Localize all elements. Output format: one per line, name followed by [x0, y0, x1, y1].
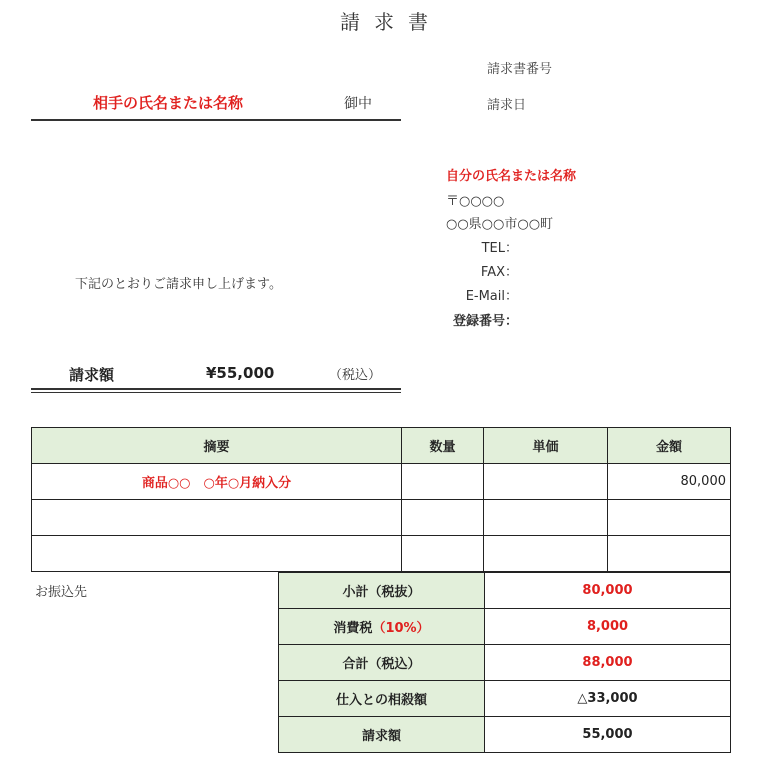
header-description: 摘要	[32, 428, 402, 464]
table-row	[32, 536, 731, 572]
item-quantity[interactable]	[402, 536, 484, 572]
item-quantity[interactable]	[402, 500, 484, 536]
summary-row-subtotal	[279, 573, 731, 609]
summary-row-total	[279, 645, 731, 681]
sender-email-label: E-Mail：	[465, 289, 518, 304]
sender-postal-code: 〒○○○○	[446, 194, 505, 209]
header-unit-price: 単価	[484, 428, 608, 464]
table-row	[32, 464, 731, 500]
summary-row-billed	[279, 717, 731, 753]
invoice-date-label: 請求日	[487, 98, 527, 113]
subtotal-value: 80,000	[485, 573, 731, 609]
item-amount[interactable]	[608, 500, 731, 536]
offset-value: △33,000	[485, 681, 731, 717]
sender-fax-label: FAX：	[480, 265, 518, 280]
item-description[interactable]: 商品○○ ○年○月納入分	[32, 464, 402, 500]
sender-name: 自分の氏名または名称	[446, 169, 577, 184]
summary-row-tax	[279, 609, 731, 645]
total-value: 88,000	[485, 645, 731, 681]
billed-amount-value: ¥55,000	[206, 364, 275, 382]
item-description[interactable]	[32, 536, 402, 572]
summary-billed-label: 請求額	[279, 717, 485, 753]
header-amount: 金額	[608, 428, 731, 464]
summary-table	[278, 572, 731, 753]
invoice-number-label: 請求書番号	[487, 62, 553, 77]
offset-label: 仕入との相殺額	[279, 681, 485, 717]
item-amount[interactable]: 80,000	[608, 464, 731, 500]
sender-address: ○○県○○市○○町	[446, 217, 554, 232]
item-description[interactable]	[32, 500, 402, 536]
summary-row-offset	[279, 681, 731, 717]
item-unit-price[interactable]	[484, 536, 608, 572]
tax-label-text: 消費税	[333, 621, 373, 636]
item-amount[interactable]	[608, 536, 731, 572]
request-message: 下記のとおりご請求申し上げます。	[75, 277, 282, 292]
item-unit-price[interactable]	[484, 500, 608, 536]
table-row	[32, 500, 731, 536]
item-quantity[interactable]	[402, 464, 484, 500]
recipient-honorific: 御中	[344, 96, 372, 112]
item-unit-price[interactable]	[484, 464, 608, 500]
tax-rate: （10%）	[372, 621, 430, 636]
sender-registration-label: 登録番号：	[452, 314, 518, 329]
billed-tax-note: （税込）	[329, 368, 382, 383]
items-table-header-row	[32, 428, 731, 464]
subtotal-label: 小計（税抜）	[279, 573, 485, 609]
billed-amount-label: 請求額	[69, 366, 115, 384]
recipient-name: 相手の氏名または名称	[93, 94, 244, 112]
summary-billed-value: 55,000	[485, 717, 731, 753]
document-title: 請求書	[340, 10, 442, 34]
bank-transfer-label: お振込先	[35, 585, 88, 600]
tax-label	[279, 609, 485, 645]
header-quantity: 数量	[402, 428, 484, 464]
sender-tel-label: TEL：	[481, 241, 518, 256]
billed-double-underline-bottom	[31, 392, 401, 393]
total-label: 合計（税込）	[279, 645, 485, 681]
recipient-underline	[31, 119, 401, 121]
tax-value: 8,000	[485, 609, 731, 645]
items-table	[31, 427, 731, 572]
billed-double-underline-top	[31, 388, 401, 390]
